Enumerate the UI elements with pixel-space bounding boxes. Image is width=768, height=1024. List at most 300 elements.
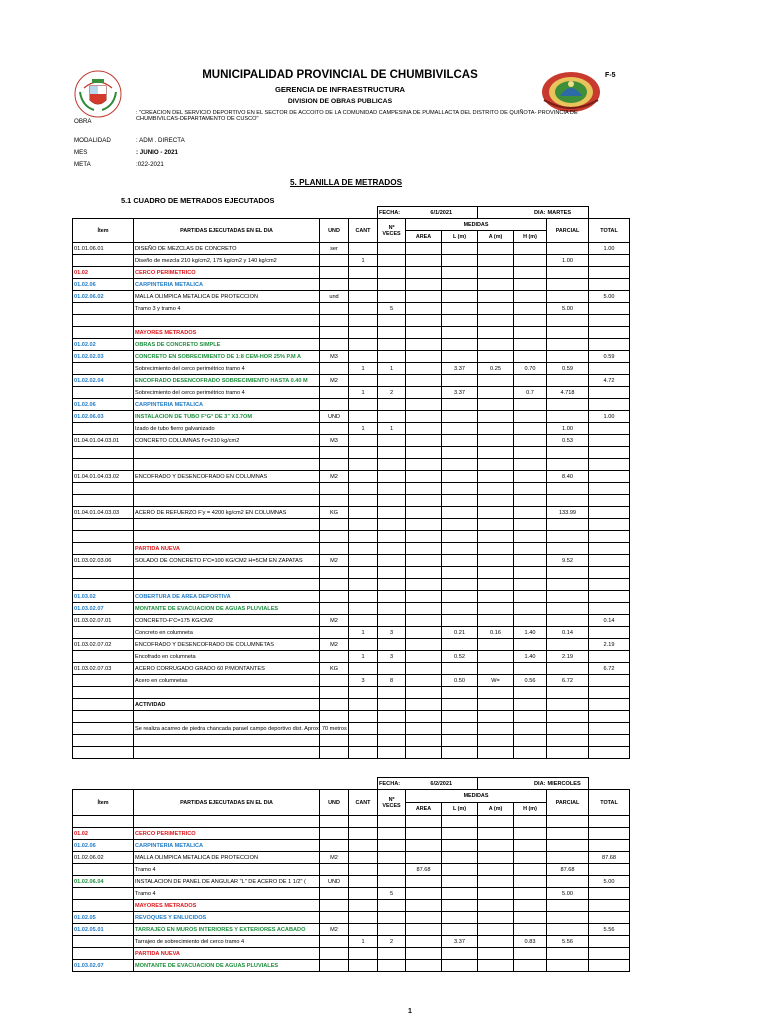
cell-parcial (547, 243, 589, 255)
cell-veces: 2 (378, 936, 406, 948)
table-row (73, 615, 630, 627)
cell-a (478, 255, 514, 267)
cell-a (478, 507, 514, 519)
cell-h: 1.40 (514, 651, 547, 663)
cell-l (442, 267, 478, 279)
cell-cant: 1 (349, 651, 378, 663)
cell-description: MONTANTE DE EVACUACION DE AGUAS PLUVIALES (134, 960, 320, 972)
cell-veces (378, 687, 406, 699)
col-l: L (m) (442, 803, 478, 816)
cell-cant (349, 924, 378, 936)
cell-und (320, 888, 349, 900)
cell-area (406, 888, 442, 900)
cell-veces (378, 840, 406, 852)
cell-description: Sobrecimiento del cerco perimétrico tramo 4 (134, 363, 320, 375)
cell-total: 0.14 (589, 615, 630, 627)
cell-a (478, 840, 514, 852)
cell-cant (349, 435, 378, 447)
cell-a (478, 339, 514, 351)
cell-item: 01.03.02.03.06 (73, 555, 134, 567)
table-row (73, 543, 630, 555)
cell-description: MAYORES METRADOS (134, 900, 320, 912)
cell-l (442, 435, 478, 447)
cell-area (406, 423, 442, 435)
cell-total (589, 495, 630, 507)
cell-total: 0.59 (589, 351, 630, 363)
cell-a (478, 291, 514, 303)
cell-und (320, 459, 349, 471)
cell-cant (349, 567, 378, 579)
table-row (73, 675, 630, 687)
table-row (73, 555, 630, 567)
cell-und: M3 (320, 435, 349, 447)
cell-und (320, 912, 349, 924)
cell-h (514, 948, 547, 960)
cell-a (478, 900, 514, 912)
cell-veces (378, 279, 406, 291)
cell-area (406, 876, 442, 888)
cell-item (73, 531, 134, 543)
cell-item: 01.02.06 (73, 279, 134, 291)
cell-a (478, 423, 514, 435)
division-title: DIVISION DE OBRAS PUBLICAS (287, 98, 393, 105)
field-value-mes: : JUNIO - 2021 (136, 149, 178, 156)
cell-parcial (547, 912, 589, 924)
cell-l (442, 351, 478, 363)
cell-l (442, 591, 478, 603)
cell-total (589, 627, 630, 639)
cell-h (514, 531, 547, 543)
table-row (73, 735, 630, 747)
cell-item (73, 315, 134, 327)
cell-a (478, 936, 514, 948)
cell-description: ENCOFRADO Y DESENCOFRADO DE COLUMNETAS (134, 639, 320, 651)
cell-parcial: 1.00 (547, 255, 589, 267)
col-medidas: MEDIDAS (406, 790, 547, 803)
cell-description: ENCOFRADO Y DESENCOFRADO EN COLUMNAS (134, 471, 320, 483)
cell-l (442, 687, 478, 699)
cell-parcial: 6.72 (547, 675, 589, 687)
cell-h: 0.56 (514, 675, 547, 687)
cell-veces (378, 816, 406, 828)
cell-area (406, 387, 442, 399)
cell-h (514, 351, 547, 363)
cell-total: 2.19 (589, 639, 630, 651)
cell-l (442, 615, 478, 627)
dia-value: MARTES (547, 207, 589, 219)
table-row (73, 888, 630, 900)
cell-und: M2 (320, 639, 349, 651)
cell-veces (378, 948, 406, 960)
cell-h (514, 615, 547, 627)
cell-item (73, 888, 134, 900)
cell-und: M2 (320, 615, 349, 627)
cell-parcial (547, 567, 589, 579)
cell-description: INSTALACION DE TUBO F°G° DE 3" X3.7OM (134, 411, 320, 423)
cell-description: Tramo 3 y tramo 4 (134, 303, 320, 315)
cell-a (478, 543, 514, 555)
cell-l (442, 639, 478, 651)
col-cant: CANT (349, 219, 378, 243)
cell-l: 0.50 (442, 675, 478, 687)
cell-area (406, 495, 442, 507)
cell-h (514, 303, 547, 315)
cell-area (406, 960, 442, 972)
cell-description (134, 711, 320, 723)
cell-l: 3.37 (442, 363, 478, 375)
field-label-modalidad: MODALIDAD (74, 137, 111, 144)
table-row (73, 507, 630, 519)
cell-und (320, 603, 349, 615)
cell-description: ACERO DE REFUERZO F'y = 4200 kg/cm2 EN COLUMNAS (134, 507, 320, 519)
cell-h (514, 507, 547, 519)
cell-l: 3.37 (442, 936, 478, 948)
cell-item (73, 711, 134, 723)
cell-parcial (547, 591, 589, 603)
cell-h (514, 519, 547, 531)
cell-area (406, 828, 442, 840)
cell-area (406, 363, 442, 375)
cell-h (514, 375, 547, 387)
cell-item: 01.03.02 (73, 591, 134, 603)
cell-h (514, 723, 547, 735)
cell-veces (378, 639, 406, 651)
cell-veces (378, 900, 406, 912)
cell-total (589, 687, 630, 699)
cell-l (442, 399, 478, 411)
cell-l (442, 375, 478, 387)
col-partidas: PARTIDAS EJECUTADAS EN EL DIA (134, 219, 320, 243)
cell-a (478, 651, 514, 663)
cell-a (478, 687, 514, 699)
cell-total (589, 699, 630, 711)
cell-veces (378, 255, 406, 267)
cell-parcial: 4.718 (547, 387, 589, 399)
cell-h (514, 840, 547, 852)
table-row (73, 687, 630, 699)
cell-total (589, 519, 630, 531)
cell-l (442, 543, 478, 555)
col-h: H (m) (514, 803, 547, 816)
cell-l (442, 828, 478, 840)
cell-description: MALLA OLIMPICA METALICA DE PROTECCION (134, 291, 320, 303)
field-label-mes: MES (74, 149, 88, 156)
cell-h (514, 483, 547, 495)
cell-l (442, 699, 478, 711)
cell-cant (349, 243, 378, 255)
cell-veces (378, 591, 406, 603)
cell-item: 01.02 (73, 267, 134, 279)
table-row (73, 651, 630, 663)
fecha-label: FECHA: (378, 207, 406, 219)
table-row (73, 303, 630, 315)
cell-description: ACERO CORRUGADO GRADO 60 P/MONTANTES (134, 663, 320, 675)
cell-description (134, 531, 320, 543)
table-row (73, 936, 630, 948)
cell-total (589, 948, 630, 960)
cell-parcial (547, 828, 589, 840)
cell-item (73, 948, 134, 960)
field-value-modalidad: : ADM . DIRECTA (136, 137, 185, 144)
cell-description: CARPINTERIA METALICA (134, 399, 320, 411)
cell-total (589, 279, 630, 291)
fecha-value: 6/2/2021 (406, 778, 478, 790)
cell-l (442, 519, 478, 531)
cell-h (514, 639, 547, 651)
cell-total (589, 315, 630, 327)
cell-a (478, 315, 514, 327)
chumbivilcas-logo-icon (540, 70, 602, 114)
cell-item (73, 651, 134, 663)
cell-item: 01.04.01.04.03.03 (73, 507, 134, 519)
cell-l (442, 900, 478, 912)
cell-h: 0.70 (514, 363, 547, 375)
cell-item: 01.02.05 (73, 912, 134, 924)
cell-und (320, 531, 349, 543)
cell-veces (378, 735, 406, 747)
cell-item (73, 675, 134, 687)
cell-a: W= (478, 675, 514, 687)
cell-area (406, 816, 442, 828)
metrados-table-day-2 (72, 777, 630, 972)
cell-cant (349, 447, 378, 459)
cell-h (514, 735, 547, 747)
col-total: TOTAL (589, 219, 630, 243)
table-row (73, 924, 630, 936)
cell-item: 01.02.06.04 (73, 876, 134, 888)
cell-und (320, 960, 349, 972)
management-title: GERENCIA DE INFRAESTRUCTURA (274, 85, 406, 94)
cell-veces (378, 411, 406, 423)
col-total: TOTAL (589, 790, 630, 816)
cell-parcial (547, 816, 589, 828)
cell-item (73, 747, 134, 759)
table-row (73, 627, 630, 639)
cell-a (478, 852, 514, 864)
cell-description: MALLA OLIMPICA METALICA DE PROTECCION (134, 852, 320, 864)
cell-a (478, 387, 514, 399)
col-area: AREA (406, 231, 442, 243)
cell-und (320, 423, 349, 435)
cell-parcial: 9.52 (547, 555, 589, 567)
cell-cant (349, 315, 378, 327)
cell-item: 01.02.06.03 (73, 411, 134, 423)
cell-description: Tramo 4 (134, 864, 320, 876)
table-row (73, 351, 630, 363)
cell-l (442, 243, 478, 255)
cell-cant (349, 327, 378, 339)
col-h: H (m) (514, 231, 547, 243)
cell-item (73, 483, 134, 495)
cell-h (514, 279, 547, 291)
cell-h (514, 471, 547, 483)
cell-h (514, 876, 547, 888)
cell-parcial: 8.40 (547, 471, 589, 483)
cell-parcial (547, 519, 589, 531)
cell-cant (349, 279, 378, 291)
cell-l (442, 303, 478, 315)
cell-h (514, 960, 547, 972)
cell-item: 01.02.05.01 (73, 924, 134, 936)
cell-l (442, 960, 478, 972)
table-row (73, 603, 630, 615)
cell-description: CARPINTERIA METALICA (134, 840, 320, 852)
cell-total: 1.00 (589, 411, 630, 423)
cell-cant (349, 483, 378, 495)
cell-veces (378, 243, 406, 255)
cell-cant (349, 375, 378, 387)
cell-und (320, 447, 349, 459)
cell-parcial (547, 411, 589, 423)
cell-area (406, 948, 442, 960)
cell-total (589, 723, 630, 735)
cell-a (478, 699, 514, 711)
cell-l (442, 816, 478, 828)
cell-parcial (547, 375, 589, 387)
cell-item (73, 627, 134, 639)
table-row (73, 387, 630, 399)
cell-cant (349, 723, 378, 735)
col-und: UND (320, 219, 349, 243)
cell-item: 01.03.02.07.02 (73, 639, 134, 651)
table-row (73, 948, 630, 960)
cell-veces (378, 327, 406, 339)
cell-veces (378, 924, 406, 936)
cell-cant (349, 888, 378, 900)
cell-parcial (547, 339, 589, 351)
cell-description: OBRAS DE CONCRETO SIMPLE (134, 339, 320, 351)
cell-area (406, 483, 442, 495)
cell-h (514, 399, 547, 411)
cell-veces (378, 912, 406, 924)
cell-veces: 3 (378, 627, 406, 639)
cell-l (442, 888, 478, 900)
cell-veces: 5 (378, 888, 406, 900)
cell-cant (349, 351, 378, 363)
cell-total (589, 747, 630, 759)
cell-a (478, 471, 514, 483)
cell-cant (349, 303, 378, 315)
cell-parcial (547, 960, 589, 972)
cell-und (320, 936, 349, 948)
cell-h (514, 255, 547, 267)
cell-area (406, 591, 442, 603)
cell-a (478, 735, 514, 747)
cell-cant (349, 507, 378, 519)
cell-item: 01.02.06.02 (73, 852, 134, 864)
cell-parcial: 5.56 (547, 936, 589, 948)
cell-a (478, 888, 514, 900)
cell-l (442, 840, 478, 852)
cell-total (589, 816, 630, 828)
table-row (73, 840, 630, 852)
cell-a (478, 816, 514, 828)
cell-area (406, 459, 442, 471)
cell-cant: 1 (349, 936, 378, 948)
cell-a (478, 615, 514, 627)
table-row (73, 747, 630, 759)
cell-total (589, 327, 630, 339)
cell-veces (378, 747, 406, 759)
cell-l (442, 279, 478, 291)
cell-total (589, 900, 630, 912)
cell-veces (378, 459, 406, 471)
cell-und (320, 543, 349, 555)
cell-h: 0.7 (514, 387, 547, 399)
cell-parcial: 87.68 (547, 864, 589, 876)
cell-a (478, 864, 514, 876)
cell-l: 0.21 (442, 627, 478, 639)
cell-und (320, 699, 349, 711)
cell-l (442, 507, 478, 519)
cell-total (589, 555, 630, 567)
cell-cant (349, 339, 378, 351)
cell-a (478, 435, 514, 447)
cell-h (514, 291, 547, 303)
cell-a (478, 579, 514, 591)
cell-veces (378, 375, 406, 387)
cell-parcial (547, 711, 589, 723)
cell-total (589, 423, 630, 435)
cell-total (589, 387, 630, 399)
cell-a (478, 447, 514, 459)
cell-parcial: 1.00 (547, 423, 589, 435)
cell-cant (349, 555, 378, 567)
cell-area (406, 852, 442, 864)
cell-total (589, 363, 630, 375)
cell-und (320, 651, 349, 663)
table-row (73, 852, 630, 864)
col-cant: CANT (349, 790, 378, 816)
cell-h (514, 447, 547, 459)
table-row (73, 423, 630, 435)
cell-area (406, 399, 442, 411)
cell-parcial (547, 399, 589, 411)
cell-parcial (547, 747, 589, 759)
cell-h (514, 543, 547, 555)
cell-und (320, 267, 349, 279)
cell-description: Izado de tubo fierro galvanizado (134, 423, 320, 435)
cell-parcial (547, 663, 589, 675)
col-a: A (m) (478, 231, 514, 243)
cell-item: 01.02.06 (73, 399, 134, 411)
table-row (73, 483, 630, 495)
table-row (73, 663, 630, 675)
dia-value: MIERCOLES (547, 778, 589, 790)
cell-cant (349, 519, 378, 531)
cell-parcial (547, 876, 589, 888)
table-row (73, 828, 630, 840)
cell-l (442, 852, 478, 864)
cell-description: INSTALACION DE PANEL DE ANGULAR "L" DE ACERO DE 1 1/2" ( (134, 876, 320, 888)
cell-area (406, 747, 442, 759)
cell-h (514, 435, 547, 447)
cell-cant: 1 (349, 423, 378, 435)
cell-l (442, 948, 478, 960)
cell-l (442, 711, 478, 723)
cell-cant (349, 495, 378, 507)
cell-h (514, 699, 547, 711)
cell-total: 87.68 (589, 852, 630, 864)
table-row (73, 435, 630, 447)
cell-item (73, 687, 134, 699)
cell-a (478, 960, 514, 972)
cell-und: M3 (320, 351, 349, 363)
cell-total (589, 864, 630, 876)
cell-area (406, 435, 442, 447)
cell-a (478, 663, 514, 675)
cell-description: Tarrajeo de sobrecimiento del cerco tramo 4 (134, 936, 320, 948)
